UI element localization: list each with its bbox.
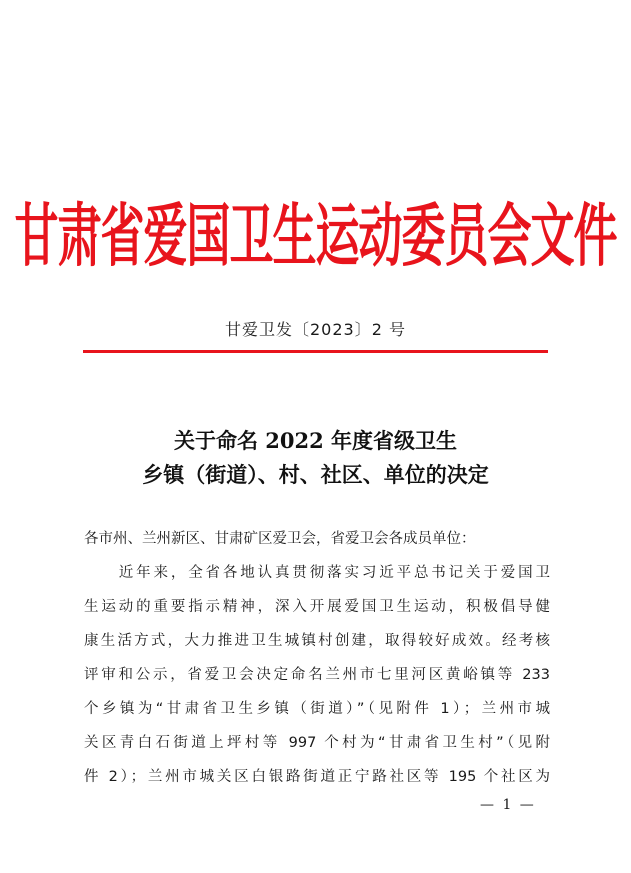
document-masthead: 甘肃省爱国卫生运动委员会文件	[14, 197, 617, 277]
page-number: — 1 —	[480, 797, 536, 813]
paragraph-line: 个乡镇为“甘肃省卫生乡镇（街道）”（见附件 1）；兰州市城	[84, 701, 550, 717]
paragraph-line: 关区青白石街道上坪村等 997 个村为“甘肃省卫生村”（见附	[84, 735, 550, 751]
paragraph-line: 康生活方式，大力推进卫生城镇村创建，取得较好成效。经考核	[84, 633, 550, 649]
document-title-line-2: 乡镇（街道）、村、社区、单位的决定	[142, 462, 489, 487]
red-divider-line	[83, 350, 548, 353]
paragraph-line: 近年来，全省各地认真贯彻落实习近平总书记关于爱国卫	[84, 565, 550, 581]
paragraph-line: 生运动的重要指示精神，深入开展爱国卫生运动，积极倡导健	[84, 599, 550, 615]
paragraph-line: 件 2）；兰州市城关区白银路街道正宁路社区等 195 个社区为	[84, 769, 550, 785]
salutation: 各市州、兰州新区、甘肃矿区爱卫会，省爱卫会各成员单位：	[84, 531, 476, 547]
paragraph-line: 评审和公示，省爱卫会决定命名兰州市七里河区黄峪镇等 233	[84, 667, 550, 683]
document-title-line-1: 关于命名 2022 年度省级卫生	[173, 428, 458, 453]
document-number: 甘爱卫发〔2023〕2 号	[225, 320, 406, 339]
